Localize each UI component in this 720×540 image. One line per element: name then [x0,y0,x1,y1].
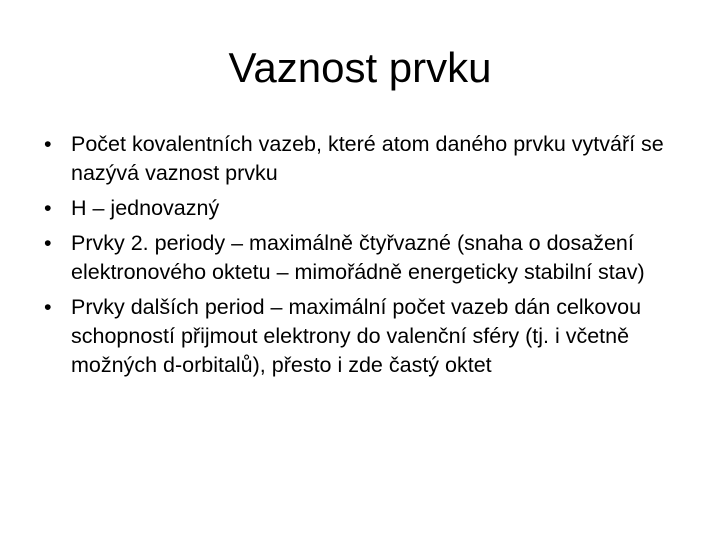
bullet-item [44,229,684,287]
bullet-icon: • [44,132,52,156]
bullet-text: H – jednovazný [71,196,220,220]
bullet-text: Prvky dalších period – maximální počet vazeb dán celkovou schopností přijmout elektrony do valenční sféry (tj. i včetně možných d-orbitalů), přesto i zde častý oktet [71,295,642,377]
bullet-list [44,130,684,386]
bullet-icon: • [44,196,52,220]
slide-title: Vaznost prvku [228,44,492,91]
bullet-item [44,293,684,380]
bullet-item [44,130,684,188]
bullet-item [44,194,684,223]
bullet-text: Prvky 2. periody – maximálně čtyřvazné (snaha o dosažení elektronového oktetu – mimořádně energeticky stabilní stav) [71,231,645,284]
bullet-icon: • [44,295,52,319]
bullet-icon: • [44,231,52,255]
bullet-text: Počet kovalentních vazeb, které atom daného prvku vytváří se nazývá vaznost prvku [71,132,664,185]
